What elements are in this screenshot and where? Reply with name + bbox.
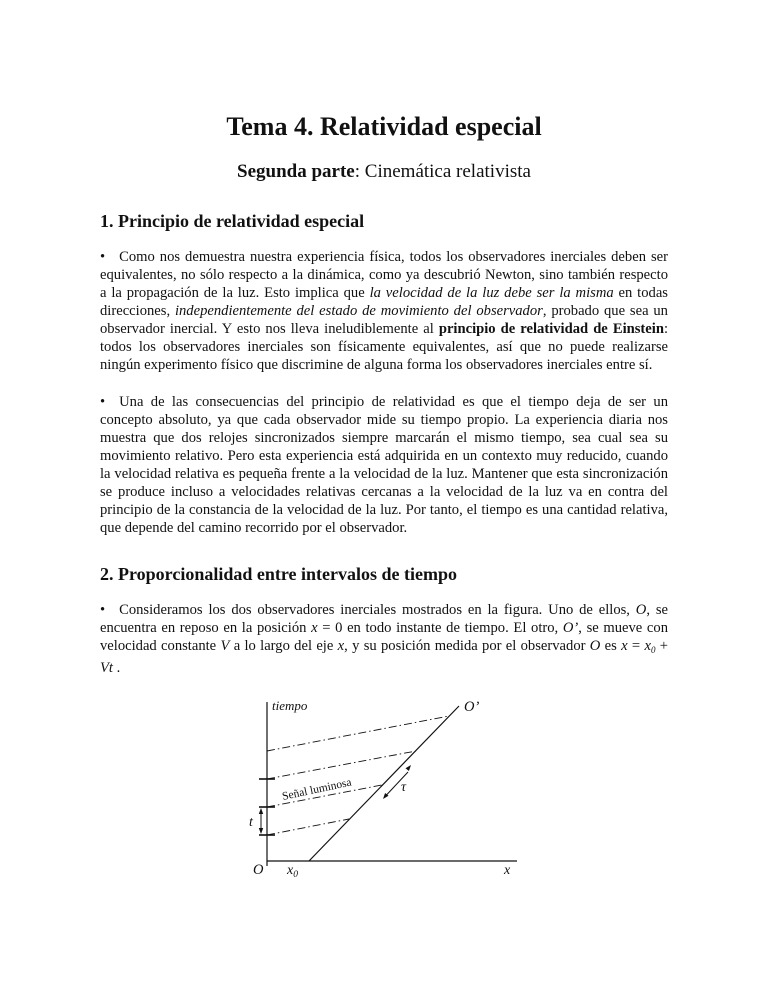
x0-base: x	[287, 863, 294, 878]
subtitle-lead: Segunda parte	[237, 161, 355, 182]
paragraph-segment: a lo largo del eje	[229, 638, 338, 654]
x0-position-label	[286, 863, 298, 880]
bullet-paragraph-3	[100, 601, 668, 677]
paragraph-segment: , se encuentra en reposo en la posición	[100, 602, 668, 636]
t-label: t	[249, 815, 253, 830]
paragraph-segment: en todas direcciones,	[100, 285, 668, 319]
paragraph-segment: la velocidad de la luz debe ser la misma	[369, 285, 614, 301]
paragraph-segment: Vt	[100, 660, 113, 676]
paragraph-segment: = 0 en todo instante de tiempo. El otro,	[317, 620, 563, 636]
tau-label: τ	[401, 780, 407, 795]
paragraph-segment-subscript: 0	[650, 645, 656, 655]
spacetime-figure	[247, 696, 668, 886]
t-interval-arrow	[259, 808, 263, 834]
bullet-marker: •	[100, 394, 106, 410]
light-signal-label: Señal luminosa	[281, 776, 353, 803]
paragraph-segment: Como nos demuestra nuestra experiencia física, todos los observadores inerciales deben ser equivalentes, no sólo respecto a la dinámica, como ya descubrió Newton, sino también respecto a la propagación de la luz. Esto implica que	[100, 249, 668, 301]
paragraph-segment: x	[644, 638, 651, 654]
paragraph-segment: Consideramos los dos observadores inerciales mostrados en la figura. Uno de ellos,	[119, 602, 636, 618]
paragraph-segment: +	[655, 638, 668, 654]
subtitle-rest: : Cinemática relativista	[354, 161, 531, 182]
paragraph-segment: , se mueve con velocidad constante	[100, 620, 669, 654]
light-signal-3	[267, 751, 416, 779]
paragraph-segment: x	[621, 638, 628, 654]
paragraph-segment: , y su posición medida por el observador	[344, 638, 590, 654]
paragraph-segment: , probado que sea un observador inercial. Y esto nos lleva ineludiblemente al	[100, 303, 668, 337]
paragraph-segment: O	[589, 638, 601, 654]
paragraph-segment: O’	[562, 620, 579, 636]
document-subtitle	[100, 160, 668, 184]
paragraph-segment: : todos los observadores inerciales son físicamente equivalentes, así que no puede realizarse ningún experimento físico que discrimine de alguna forma los observadores inerciales entre sí.	[100, 321, 668, 373]
paragraph-segment: principio de relatividad de Einstein	[438, 321, 664, 337]
spacetime-diagram	[247, 696, 677, 881]
paragraph-segment: Una de las consecuencias del principio de relatividad es que el tiempo deja de ser un concepto absoluto, ya que cada observador mide su tiempo propio. La experiencia diaria nos muestra que dos relojes sincronizados siempre marcarán el mismo tiempo, sea cual sea su movimiento relativo. Pero esta experiencia está adquirida en un contexto muy reducido, cuando la velocidad relativa es pequeña frente a la velocidad de la luz. Mantener que esta sincronización se produce incluso a velocidades relativas cercanas a la velocidad de la luz va en contra del principio de la constancia de la velocidad de la luz. Por tanto, el tiempo es una cantidad relativa, que depende del camino recorrido por el observador.	[100, 394, 668, 536]
observer-prime-label: O’	[464, 699, 480, 715]
title-lead: Tema 4	[226, 112, 307, 141]
bullet-marker: •	[100, 602, 106, 618]
paragraph-segment: V	[220, 638, 230, 654]
paragraph-segment: x	[337, 638, 345, 654]
paragraph-segment: O	[635, 602, 647, 618]
time-axis-label: tiempo	[272, 698, 308, 713]
bullet-marker: •	[100, 249, 106, 265]
paragraph-segment: x	[311, 620, 318, 636]
x-axis-label: x	[504, 863, 511, 878]
section-heading-1: 1. Principio de relatividad especial	[100, 211, 365, 231]
paragraph-segment: =	[627, 638, 645, 654]
paragraph-segment: independientemente del estado de movimiento del observador	[174, 303, 543, 319]
title-rest: . Relatividad especial	[306, 112, 542, 141]
paragraph-segment: es	[600, 638, 622, 654]
document-title	[100, 112, 668, 142]
light-signal-4	[267, 716, 449, 751]
paragraph-segment: .	[112, 660, 121, 676]
bullet-paragraph-1	[100, 248, 668, 374]
origin-label: O	[253, 862, 264, 878]
x0-subscript: 0	[293, 870, 298, 880]
bullet-paragraph-2	[100, 393, 668, 537]
section-heading-2: 2. Proporcionalidad entre intervalos de tiempo	[100, 564, 457, 584]
